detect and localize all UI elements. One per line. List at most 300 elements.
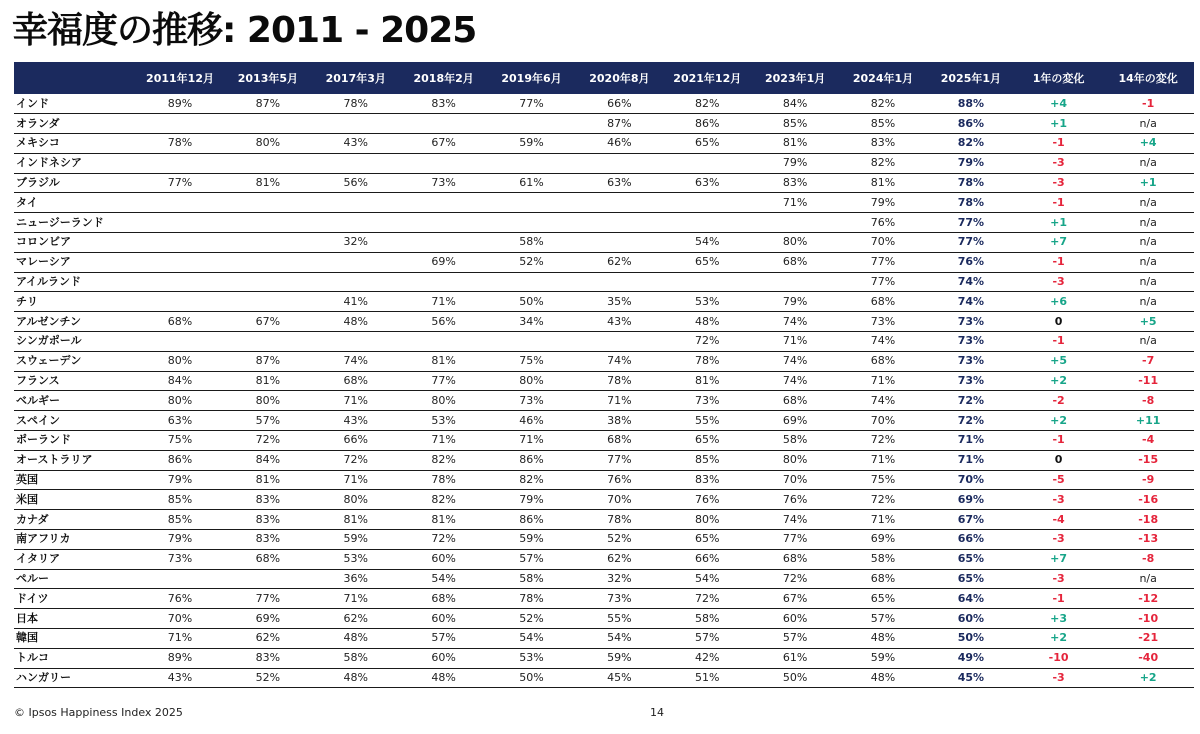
value-cell: 68%	[751, 549, 839, 569]
value-cell: 59%	[575, 648, 663, 668]
value-cell: 86%	[488, 450, 576, 470]
fourteen-year-change-cell: +1	[1102, 173, 1194, 193]
country-name: 日本	[14, 609, 136, 629]
value-cell: 86%	[488, 510, 576, 530]
value-cell: 54%	[400, 569, 488, 589]
value-cell: 46%	[488, 411, 576, 431]
country-name: マレーシア	[14, 252, 136, 272]
latest-value-cell: 78%	[927, 173, 1015, 193]
value-cell	[400, 193, 488, 213]
fourteen-year-change-cell: -16	[1102, 490, 1194, 510]
fourteen-year-change-cell: +5	[1102, 312, 1194, 332]
value-cell: 54%	[663, 569, 751, 589]
value-cell: 77%	[224, 589, 312, 609]
value-cell: 83%	[224, 490, 312, 510]
value-cell: 80%	[488, 371, 576, 391]
value-cell: 57%	[839, 609, 927, 629]
value-cell: 80%	[400, 391, 488, 411]
table-row	[14, 510, 1194, 530]
value-cell: 71%	[312, 589, 400, 609]
value-cell	[751, 272, 839, 292]
value-cell: 38%	[575, 411, 663, 431]
value-cell: 62%	[224, 629, 312, 649]
value-cell: 58%	[488, 233, 576, 253]
latest-value-cell: 74%	[927, 292, 1015, 312]
value-cell: 59%	[839, 648, 927, 668]
value-cell: 84%	[224, 450, 312, 470]
latest-value-cell: 66%	[927, 530, 1015, 550]
value-cell: 61%	[488, 173, 576, 193]
value-cell: 81%	[224, 173, 312, 193]
value-cell: 77%	[839, 272, 927, 292]
one-year-change-cell: +3	[1015, 609, 1102, 629]
value-cell: 53%	[488, 648, 576, 668]
value-cell: 48%	[839, 668, 927, 688]
value-cell: 79%	[751, 153, 839, 173]
value-cell: 86%	[663, 114, 751, 134]
latest-value-cell: 76%	[927, 252, 1015, 272]
value-cell	[400, 233, 488, 253]
column-header: 2019年6月	[488, 62, 576, 94]
value-cell: 76%	[839, 213, 927, 233]
fourteen-year-change-cell: n/a	[1102, 193, 1194, 213]
value-cell: 79%	[839, 193, 927, 213]
value-cell	[663, 193, 751, 213]
table-row	[14, 94, 1194, 114]
fourteen-year-change-cell: -4	[1102, 431, 1194, 451]
one-year-change-cell: -5	[1015, 470, 1102, 490]
fourteen-year-change-cell: -15	[1102, 450, 1194, 470]
value-cell: 57%	[488, 549, 576, 569]
value-cell	[312, 193, 400, 213]
value-cell	[312, 332, 400, 352]
country-name: チリ	[14, 292, 136, 312]
value-cell	[400, 114, 488, 134]
one-year-change-cell: -2	[1015, 391, 1102, 411]
value-cell: 83%	[400, 94, 488, 114]
table-row	[14, 431, 1194, 451]
value-cell: 79%	[488, 490, 576, 510]
fourteen-year-change-cell: +11	[1102, 411, 1194, 431]
value-cell	[224, 569, 312, 589]
table-row	[14, 312, 1194, 332]
value-cell: 43%	[312, 134, 400, 154]
latest-value-cell: 73%	[927, 351, 1015, 371]
value-cell: 87%	[224, 351, 312, 371]
fourteen-year-change-cell: -8	[1102, 391, 1194, 411]
value-cell: 85%	[839, 114, 927, 134]
value-cell: 78%	[136, 134, 224, 154]
fourteen-year-change-cell: n/a	[1102, 114, 1194, 134]
latest-value-cell: 73%	[927, 312, 1015, 332]
value-cell: 80%	[136, 391, 224, 411]
table-row	[14, 391, 1194, 411]
value-cell: 69%	[751, 411, 839, 431]
fourteen-year-change-cell: +2	[1102, 668, 1194, 688]
value-cell: 57%	[400, 629, 488, 649]
fourteen-year-change-cell: n/a	[1102, 153, 1194, 173]
one-year-change-cell: -1	[1015, 252, 1102, 272]
value-cell: 60%	[400, 609, 488, 629]
value-cell: 58%	[312, 648, 400, 668]
latest-value-cell: 70%	[927, 470, 1015, 490]
fourteen-year-change-cell: -18	[1102, 510, 1194, 530]
value-cell	[488, 332, 576, 352]
country-name: ドイツ	[14, 589, 136, 609]
value-cell: 61%	[751, 648, 839, 668]
value-cell: 66%	[312, 431, 400, 451]
value-cell: 80%	[751, 450, 839, 470]
value-cell: 48%	[312, 668, 400, 688]
value-cell: 71%	[839, 510, 927, 530]
column-header: 2020年8月	[575, 62, 663, 94]
country-name: アイルランド	[14, 272, 136, 292]
value-cell: 68%	[224, 549, 312, 569]
country-name: カナダ	[14, 510, 136, 530]
one-year-change-cell: +5	[1015, 351, 1102, 371]
value-cell: 81%	[224, 371, 312, 391]
value-cell: 71%	[751, 193, 839, 213]
value-cell	[136, 114, 224, 134]
table-row	[14, 252, 1194, 272]
value-cell	[136, 153, 224, 173]
value-cell	[575, 272, 663, 292]
value-cell: 84%	[751, 94, 839, 114]
value-cell	[224, 153, 312, 173]
country-name: ペルー	[14, 569, 136, 589]
country-name: タイ	[14, 193, 136, 213]
value-cell: 48%	[312, 629, 400, 649]
column-header: 2021年12月	[663, 62, 751, 94]
value-cell: 81%	[400, 510, 488, 530]
latest-value-cell: 45%	[927, 668, 1015, 688]
value-cell: 58%	[488, 569, 576, 589]
value-cell: 48%	[312, 312, 400, 332]
value-cell: 73%	[839, 312, 927, 332]
one-year-change-cell: -1	[1015, 193, 1102, 213]
latest-value-cell: 78%	[927, 193, 1015, 213]
column-header: 2023年1月	[751, 62, 839, 94]
value-cell	[751, 213, 839, 233]
value-cell	[400, 153, 488, 173]
fourteen-year-change-cell: n/a	[1102, 233, 1194, 253]
value-cell: 80%	[136, 351, 224, 371]
value-cell: 76%	[575, 470, 663, 490]
value-cell: 72%	[839, 431, 927, 451]
value-cell	[224, 332, 312, 352]
value-cell	[400, 332, 488, 352]
table-row	[14, 233, 1194, 253]
latest-value-cell: 72%	[927, 411, 1015, 431]
fourteen-year-change-cell: -10	[1102, 609, 1194, 629]
one-year-change-cell: +7	[1015, 233, 1102, 253]
value-cell: 48%	[839, 629, 927, 649]
value-cell	[224, 193, 312, 213]
value-cell: 55%	[663, 411, 751, 431]
value-cell: 55%	[575, 609, 663, 629]
value-cell: 63%	[575, 173, 663, 193]
value-cell: 74%	[839, 332, 927, 352]
table-row	[14, 549, 1194, 569]
one-year-change-cell: -3	[1015, 668, 1102, 688]
latest-value-cell: 65%	[927, 549, 1015, 569]
value-cell: 63%	[136, 411, 224, 431]
fourteen-year-change-cell: -13	[1102, 530, 1194, 550]
fourteen-year-change-cell: -1	[1102, 94, 1194, 114]
value-cell	[136, 569, 224, 589]
value-cell: 68%	[751, 252, 839, 272]
value-cell: 62%	[575, 549, 663, 569]
latest-value-cell: 88%	[927, 94, 1015, 114]
value-cell	[224, 292, 312, 312]
one-year-change-cell: +6	[1015, 292, 1102, 312]
value-cell: 76%	[136, 589, 224, 609]
value-cell	[488, 153, 576, 173]
value-cell: 67%	[224, 312, 312, 332]
country-name: 南アフリカ	[14, 530, 136, 550]
value-cell	[488, 114, 576, 134]
value-cell: 71%	[312, 391, 400, 411]
value-cell: 70%	[839, 411, 927, 431]
value-cell: 67%	[400, 134, 488, 154]
table-row	[14, 411, 1194, 431]
table-row	[14, 609, 1194, 629]
table-row	[14, 629, 1194, 649]
one-year-change-cell: -4	[1015, 510, 1102, 530]
value-cell: 72%	[312, 450, 400, 470]
table-row	[14, 450, 1194, 470]
value-cell	[663, 153, 751, 173]
value-cell	[136, 193, 224, 213]
value-cell: 77%	[575, 450, 663, 470]
table-row	[14, 490, 1194, 510]
latest-value-cell: 77%	[927, 213, 1015, 233]
country-name: ニュージーランド	[14, 213, 136, 233]
value-cell: 58%	[663, 609, 751, 629]
value-cell: 75%	[136, 431, 224, 451]
one-year-change-cell: -1	[1015, 431, 1102, 451]
value-cell: 51%	[663, 668, 751, 688]
table-row	[14, 569, 1194, 589]
column-header: 2013年5月	[224, 62, 312, 94]
value-cell: 78%	[488, 589, 576, 609]
value-cell: 62%	[575, 252, 663, 272]
table-row	[14, 153, 1194, 173]
value-cell	[400, 213, 488, 233]
table-row	[14, 470, 1194, 490]
fourteen-year-change-cell: +4	[1102, 134, 1194, 154]
latest-value-cell: 79%	[927, 153, 1015, 173]
value-cell: 62%	[312, 609, 400, 629]
value-cell: 65%	[663, 530, 751, 550]
one-year-change-cell: +2	[1015, 371, 1102, 391]
latest-value-cell: 69%	[927, 490, 1015, 510]
value-cell: 70%	[575, 490, 663, 510]
value-cell: 65%	[663, 252, 751, 272]
value-cell: 77%	[400, 371, 488, 391]
one-year-change-cell: +2	[1015, 629, 1102, 649]
value-cell: 70%	[751, 470, 839, 490]
value-cell: 71%	[136, 629, 224, 649]
value-cell: 84%	[136, 371, 224, 391]
value-cell: 85%	[136, 510, 224, 530]
value-cell: 75%	[839, 470, 927, 490]
table-row	[14, 292, 1194, 312]
value-cell: 81%	[663, 371, 751, 391]
value-cell: 74%	[751, 312, 839, 332]
country-name: ベルギー	[14, 391, 136, 411]
value-cell: 50%	[488, 668, 576, 688]
value-cell: 60%	[400, 648, 488, 668]
table-row	[14, 332, 1194, 352]
value-cell: 78%	[312, 94, 400, 114]
fourteen-year-change-cell: n/a	[1102, 332, 1194, 352]
value-cell: 56%	[312, 173, 400, 193]
one-year-change-cell: -3	[1015, 272, 1102, 292]
value-cell: 77%	[136, 173, 224, 193]
value-cell: 81%	[751, 134, 839, 154]
value-cell: 71%	[839, 450, 927, 470]
value-cell: 83%	[839, 134, 927, 154]
value-cell: 32%	[575, 569, 663, 589]
value-cell: 65%	[663, 134, 751, 154]
value-cell	[224, 213, 312, 233]
latest-value-cell: 49%	[927, 648, 1015, 668]
table-row	[14, 114, 1194, 134]
value-cell: 68%	[575, 431, 663, 451]
value-cell: 85%	[751, 114, 839, 134]
value-cell	[312, 213, 400, 233]
value-cell: 71%	[400, 431, 488, 451]
one-year-change-cell: 0	[1015, 450, 1102, 470]
latest-value-cell: 67%	[927, 510, 1015, 530]
value-cell: 68%	[751, 391, 839, 411]
happiness-table	[14, 62, 1194, 688]
value-cell: 68%	[400, 589, 488, 609]
value-cell	[488, 272, 576, 292]
value-cell: 57%	[751, 629, 839, 649]
value-cell: 80%	[224, 134, 312, 154]
value-cell: 78%	[575, 371, 663, 391]
country-name: ブラジル	[14, 173, 136, 193]
value-cell: 70%	[136, 609, 224, 629]
value-cell: 80%	[663, 510, 751, 530]
value-cell: 59%	[488, 530, 576, 550]
value-cell: 85%	[663, 450, 751, 470]
value-cell: 74%	[839, 391, 927, 411]
value-cell: 86%	[136, 450, 224, 470]
fourteen-year-change-cell: -11	[1102, 371, 1194, 391]
value-cell: 32%	[312, 233, 400, 253]
value-cell: 74%	[575, 351, 663, 371]
value-cell: 82%	[400, 490, 488, 510]
country-name: スウェーデン	[14, 351, 136, 371]
value-cell: 83%	[224, 510, 312, 530]
value-cell: 66%	[575, 94, 663, 114]
value-cell: 74%	[751, 510, 839, 530]
value-cell: 60%	[400, 549, 488, 569]
value-cell: 36%	[312, 569, 400, 589]
value-cell: 35%	[575, 292, 663, 312]
country-name: メキシコ	[14, 134, 136, 154]
fourteen-year-change-cell: -12	[1102, 589, 1194, 609]
country-name: オーストラリア	[14, 450, 136, 470]
column-header: 1年の変化	[1015, 62, 1102, 94]
value-cell: 79%	[136, 470, 224, 490]
value-cell	[575, 233, 663, 253]
value-cell: 83%	[751, 173, 839, 193]
table-header-row	[14, 62, 1194, 94]
value-cell: 83%	[663, 470, 751, 490]
column-header	[14, 62, 136, 94]
value-cell: 46%	[575, 134, 663, 154]
fourteen-year-change-cell: -40	[1102, 648, 1194, 668]
value-cell: 42%	[663, 648, 751, 668]
value-cell: 72%	[663, 332, 751, 352]
one-year-change-cell: -1	[1015, 332, 1102, 352]
value-cell	[224, 233, 312, 253]
value-cell	[488, 213, 576, 233]
value-cell: 59%	[312, 530, 400, 550]
value-cell: 53%	[400, 411, 488, 431]
one-year-change-cell: -10	[1015, 648, 1102, 668]
country-name: インドネシア	[14, 153, 136, 173]
latest-value-cell: 77%	[927, 233, 1015, 253]
value-cell: 79%	[136, 530, 224, 550]
country-name: トルコ	[14, 648, 136, 668]
value-cell: 74%	[312, 351, 400, 371]
table-row	[14, 173, 1194, 193]
value-cell: 48%	[400, 668, 488, 688]
value-cell: 72%	[224, 431, 312, 451]
value-cell: 78%	[400, 470, 488, 490]
fourteen-year-change-cell: n/a	[1102, 292, 1194, 312]
column-header: 14年の変化	[1102, 62, 1194, 94]
country-name: 米国	[14, 490, 136, 510]
one-year-change-cell: -3	[1015, 153, 1102, 173]
value-cell: 52%	[575, 530, 663, 550]
value-cell: 54%	[663, 233, 751, 253]
value-cell: 53%	[663, 292, 751, 312]
value-cell: 54%	[575, 629, 663, 649]
one-year-change-cell: +1	[1015, 114, 1102, 134]
value-cell: 58%	[751, 431, 839, 451]
value-cell: 77%	[488, 94, 576, 114]
value-cell	[136, 272, 224, 292]
value-cell	[224, 252, 312, 272]
latest-value-cell: 86%	[927, 114, 1015, 134]
value-cell: 76%	[663, 490, 751, 510]
latest-value-cell: 82%	[927, 134, 1015, 154]
value-cell: 43%	[136, 668, 224, 688]
country-name: 韓国	[14, 629, 136, 649]
value-cell: 72%	[400, 530, 488, 550]
one-year-change-cell: +2	[1015, 411, 1102, 431]
latest-value-cell: 64%	[927, 589, 1015, 609]
fourteen-year-change-cell: -8	[1102, 549, 1194, 569]
value-cell: 69%	[400, 252, 488, 272]
one-year-change-cell: -1	[1015, 134, 1102, 154]
value-cell	[224, 114, 312, 134]
value-cell: 83%	[224, 648, 312, 668]
value-cell: 59%	[488, 134, 576, 154]
value-cell: 63%	[663, 173, 751, 193]
value-cell: 68%	[839, 351, 927, 371]
table-row	[14, 648, 1194, 668]
value-cell: 80%	[312, 490, 400, 510]
value-cell	[400, 272, 488, 292]
value-cell: 79%	[751, 292, 839, 312]
